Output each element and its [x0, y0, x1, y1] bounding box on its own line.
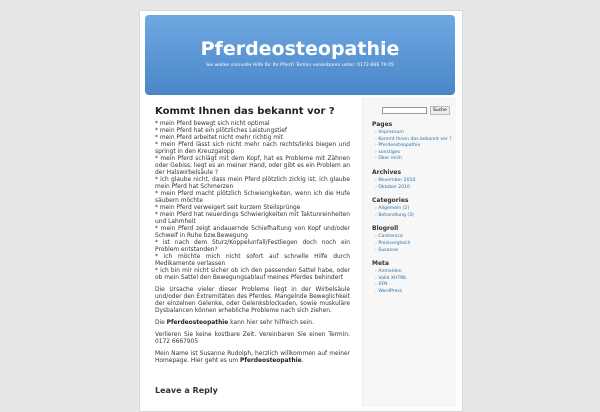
- symptom-item: * mein Pferd hat neuerdings Schwierigkeiten mit Taktunreinheiten und Lahmheit: [155, 212, 350, 225]
- site-description: Sie wollen sinnvolle Hilfe für Ihr Pferd? Termin vereinbaren unter: 0172-666 79 05: [206, 63, 394, 68]
- sidebar-heading: Meta: [372, 260, 389, 268]
- sidebar-list: [363, 234, 456, 254]
- sidebar-link[interactable]: › Cantienica: [375, 234, 456, 241]
- text: Mein Name ist Susanne Rudolph, herzlich willkommen auf meiner Homepage. Hier geht es um: [155, 351, 350, 364]
- sidebar-link[interactable]: › November 2010: [375, 178, 456, 185]
- symptom-item: * ich möchte mich nicht sofort auf schnelle Hilfe durch Medikamente verlassen: [155, 254, 350, 267]
- symptom-item: * mein Pferd zeigt andauernde Schiefhaltung von Kopf und/oder Schweif in Ruhe bzw.Bewegung: [155, 226, 350, 239]
- symptom-item: * ich bin mir nicht sicher ob ich den passenden Sattel habe, oder ob mein Sattel den Bewegungsablauf meines Pferdes behindert: [155, 268, 350, 281]
- sidebar-link[interactable]: › XFN: [375, 282, 456, 289]
- sidebar-link[interactable]: › Pferdeosteopathie: [375, 143, 456, 150]
- text: Die: [155, 320, 167, 326]
- symptom-list: [155, 121, 350, 282]
- sidebar-link[interactable]: › WordPress: [375, 289, 456, 296]
- sidebar-list: [363, 206, 456, 219]
- post: [155, 108, 350, 370]
- sidebar-link[interactable]: › Oktober 2010: [375, 185, 456, 192]
- symptom-item: * mein Pferd schlägt mit dem Kopf, hat es Probleme mit Zähnen oder Gebiss, liegt es an meiner Hand, oder gibt es ein Problem an der Halswirbelsäule ?: [155, 156, 350, 176]
- sidebar-heading: Pages: [372, 121, 393, 128]
- symptom-item: * ich glaube nicht, dass mein Pferd plötzlich zickig ist, ich glaube mein Pferd hat Schmerzen: [155, 177, 350, 190]
- sidebar-list: [363, 178, 456, 191]
- bold-text: Pferdeosteopathie: [240, 358, 302, 364]
- sidebar-list: [363, 269, 456, 295]
- sidebar-link[interactable]: › Impressum: [375, 130, 456, 137]
- post-paragraph: Verlieren Sie keine kostbare Zeit. Vereinbaren Sie einen Termin: 0172 6667905: [155, 332, 350, 345]
- reply-heading: Leave a Reply: [155, 386, 218, 395]
- symptom-item: * mein Pferd bewegt sich nicht optimal: [155, 121, 270, 127]
- symptom-item: * mein Pferd macht plötzlich Schwierigkeiten, wenn ich die Hufe säubern möchte: [155, 191, 350, 204]
- sidebar-list: [363, 130, 456, 163]
- search-input[interactable]: [382, 107, 427, 114]
- sidebar-link[interactable]: › Allgemein (2): [375, 206, 456, 213]
- sidebar-link[interactable]: › Susanne: [375, 248, 456, 255]
- post-paragraph: [155, 351, 350, 365]
- post-title[interactable]: Kommt Ihnen das bekannt vor ?: [155, 106, 335, 117]
- sidebar-link[interactable]: › Valid XHTML: [375, 276, 456, 283]
- site-title[interactable]: Pferdeosteopathie: [200, 38, 400, 60]
- sidebar-heading: Archives: [372, 168, 402, 176]
- search-form: [382, 106, 456, 115]
- sidebar-link[interactable]: › Kommt Ihnen das bekannt vor ?: [375, 137, 456, 144]
- sidebar-link[interactable]: › Anmelden: [375, 269, 456, 276]
- bold-text: Pferdeosteopathie: [166, 320, 229, 326]
- post-paragraph: Die Ursache vieler dieser Probleme liegt in der Wirbelsäule und/oder den Extremitäten des Pferdes. Mangelnde Beweglichkeit der einzelnen Gelenke, oder Gelenksblockaden, sowie muskuläre Dysbalancen können erhebliche Probleme nach sich ziehen.: [155, 287, 350, 314]
- text: .: [301, 358, 304, 364]
- sidebar-link[interactable]: › Behandlung (3): [375, 213, 456, 220]
- sidebar-link[interactable]: › sonstiges: [375, 150, 456, 157]
- sidebar-link[interactable]: › Über mich: [375, 156, 456, 163]
- symptom-item: * mein Pferd lässt sich nicht mehr nach rechts/links biegen und springt in den Kreuzgalopp: [155, 142, 350, 155]
- symptom-item: * mein Pferd hat ein plötzliches Leistungstief: [155, 128, 287, 134]
- sidebar: [362, 97, 456, 407]
- site-header: [145, 15, 455, 95]
- sidebar-heading: Categories: [372, 197, 409, 205]
- symptom-item: * mein Pferd verweigert seit kurzem Steilsprünge: [155, 205, 301, 211]
- symptom-item: * mein Pferd arbeitet nicht mehr richtig mit: [155, 135, 283, 141]
- post-paragraph: [155, 320, 350, 327]
- search-button[interactable]: Suche: [430, 106, 450, 115]
- text: kann hier sehr hilfreich sein.: [228, 320, 314, 326]
- sidebar-heading: Blogroll: [372, 225, 399, 233]
- sidebar-link[interactable]: › Preisvergleich: [375, 241, 456, 248]
- symptom-item: * ist nach dem Sturz/Koppelunfall/Festliegen doch noch ein Problem entstanden?: [155, 240, 350, 253]
